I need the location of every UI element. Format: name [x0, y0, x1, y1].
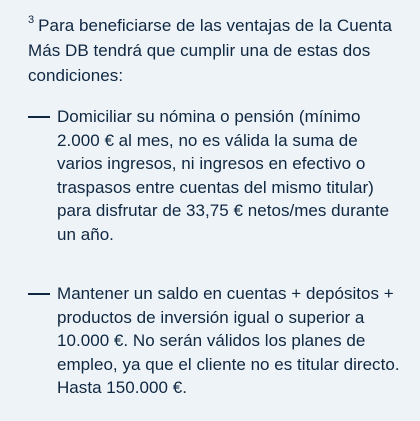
footnote-intro-text: Para beneficiarse de las ventajas de la Cuenta Más DB tendrá que cumplir una de estas dos condiciones: — [28, 16, 393, 85]
footnote-intro — [28, 13, 406, 88]
dash-bullet-icon — [28, 105, 57, 118]
dash-bullet-icon — [28, 282, 57, 295]
condition-item — [28, 282, 404, 400]
footnote-marker: 3 — [28, 14, 35, 27]
condition-text: Mantener un saldo en cuentas + depósitos + productos de inversión igual o superior a 10.000 €. No serán válidos los planes de empleo, ya que el cliente no es titular directo. Hasta 150.000 €. — [57, 284, 400, 397]
condition-text: Domiciliar su nómina o pensión (mínimo 2.000 € al mes, no es válida la suma de varios ingresos, ni ingresos en efectivo o traspasos entre cuentas del mismo titular) para disfrutar de 33,75 € netos/mes durante un año. — [57, 107, 390, 244]
condition-item — [28, 105, 404, 246]
dash-line — [28, 116, 50, 118]
dash-line — [28, 293, 50, 295]
